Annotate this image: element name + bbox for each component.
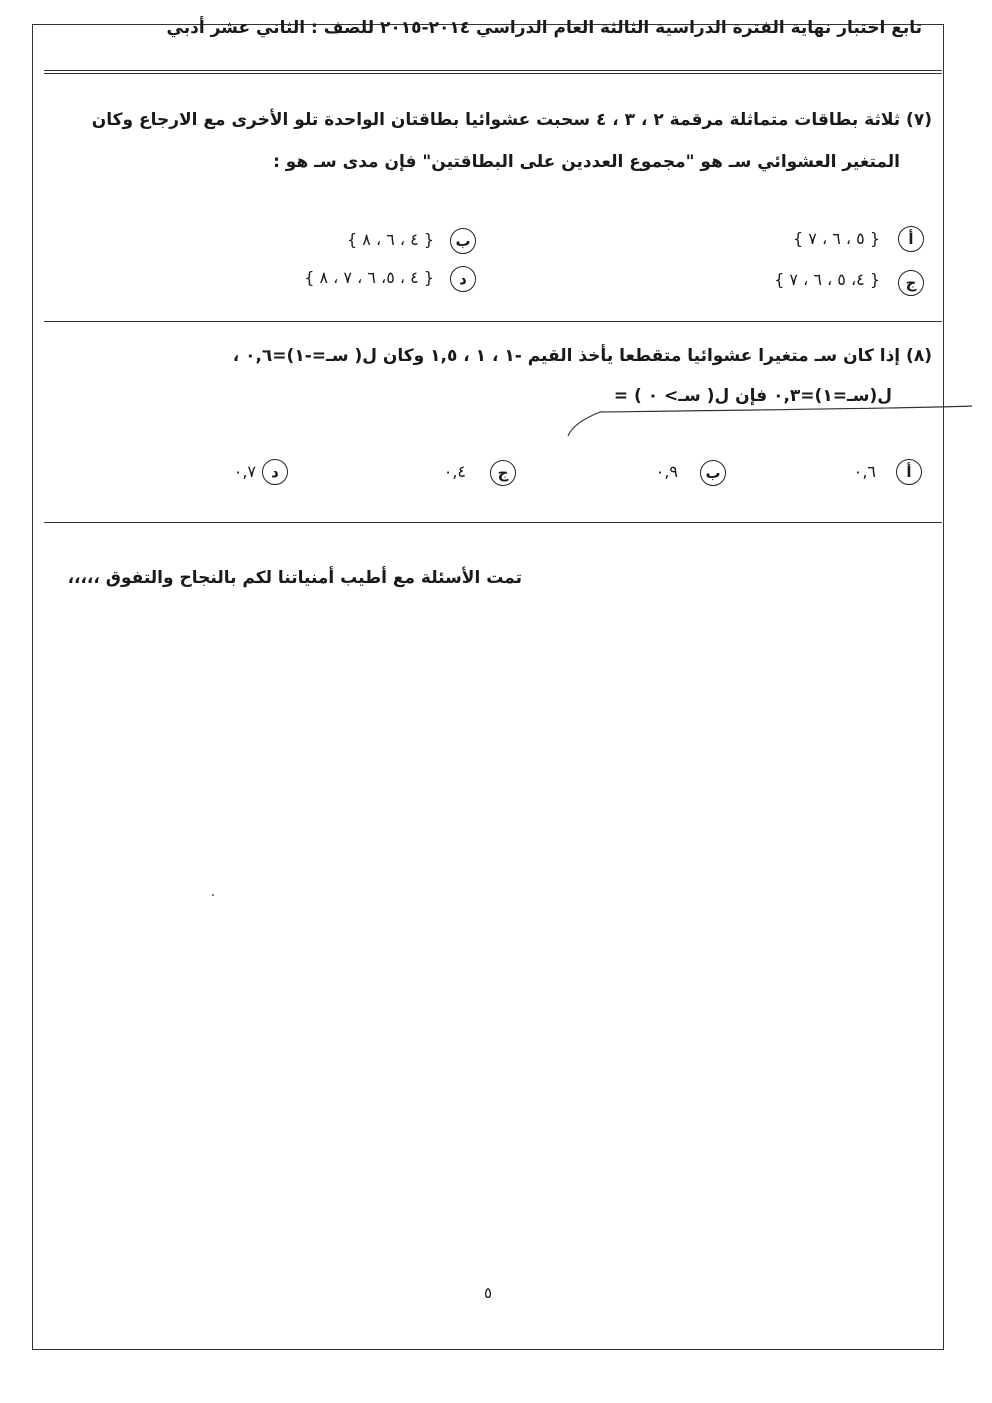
question-7-line-2: المتغير العشوائي سـ هو "مجموع العددين على البطاقتين" فإن مدى سـ هو : [273,152,900,172]
q8-option-d-text: ٠,٧ [233,462,256,481]
q7-option-b-text: { ٤ ، ٦ ، ٨ } [347,230,434,249]
q7-option-d-text: { ٤ ، ٥، ٦ ، ٧ ، ٨ } [304,268,434,287]
question-8-line-1: (٨) إذا كان سـ متغيرا عشوائيا متقطعا يأخذ القيم -١ ، ١ ، ١,٥ وكان ل( سـ=-١)=٠,٦ ، [232,346,932,366]
q8-option-a-text: ٠,٦ [853,462,876,481]
section-divider-2 [44,522,942,523]
q8-option-c-letter[interactable]: ج [490,460,516,486]
section-divider-1 [44,321,942,322]
closing-message: تمت الأسئلة مع أطيب أمنياتنا لكم بالنجاح والتفوق ،،،،، [67,568,522,588]
q8-option-b-letter[interactable]: ب [700,460,726,486]
q8-option-a-letter[interactable]: أ [896,459,922,485]
q7-option-a-text: { ٥ ، ٦ ، ٧ } [793,229,880,248]
page-frame [32,24,944,1350]
q7-option-a-letter[interactable]: أ [898,226,924,252]
q7-option-d-letter[interactable]: د [450,266,476,292]
q8-option-c-text: ٠,٤ [443,462,466,481]
page-title: تابع اختبار نهاية الفترة الدراسية الثالثة العام الدراسي ٢٠١٤-٢٠١٥ للصف : الثاني عشر أدبي [166,18,922,38]
q8-option-b-text: ٠,٩ [655,462,678,481]
q7-option-b-letter[interactable]: ب [450,228,476,254]
stray-dot [212,894,214,896]
q7-option-c-text: { ٤، ٥ ، ٦ ، ٧ } [774,270,880,289]
question-8-line-2: ل(سـ=١)=٠,٣ فإن ل( سـ> ٠ ) = [613,386,892,406]
header-divider [44,70,942,71]
header-divider-second [44,73,942,74]
handwritten-stroke [560,398,980,440]
question-7-line-1: (٧) ثلاثة بطاقات متماثلة مرقمة ٢ ، ٣ ، ٤ سحبت عشوائيا بطاقتان الواحدة تلو الأخرى مع الارجاع وكان [91,110,932,130]
page-number: ٥ [484,1284,493,1302]
q8-option-d-letter[interactable]: د [262,459,288,485]
q7-option-c-letter[interactable]: ج [898,270,924,296]
